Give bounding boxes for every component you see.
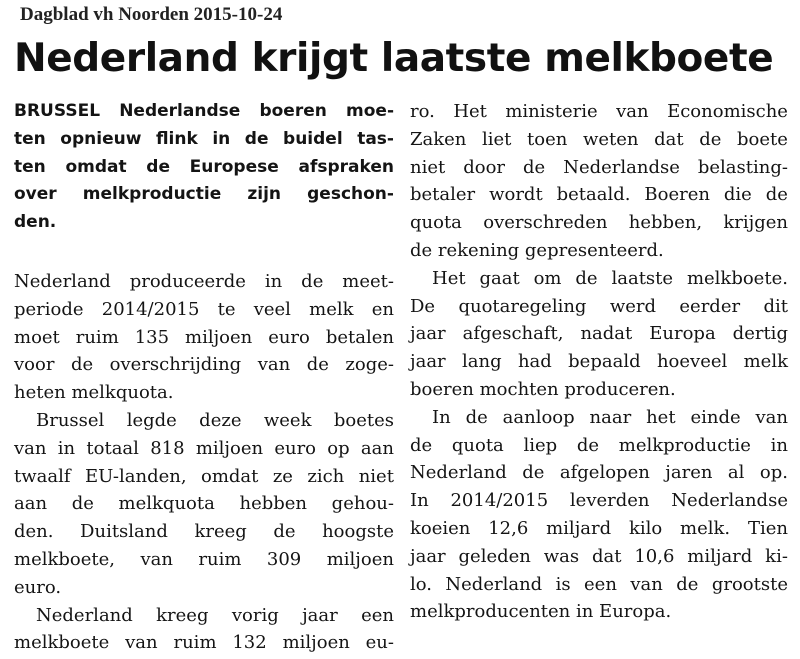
body-line: Nederland de afgelopen jaren al op.: [410, 462, 788, 484]
lead-line: ten opnieuw flink in de buidel tas-: [14, 128, 394, 149]
body-line: quota overschreden hebben, krijgen: [410, 212, 788, 234]
lead-line: ten omdat de Europese afspraken: [14, 156, 394, 177]
body-line: lo. Nederland is een van de grootste: [410, 573, 788, 595]
body-line: niet door de Nederlandse belasting-: [410, 156, 788, 178]
lead-line: den.: [14, 212, 57, 233]
body-line: De quotaregeling werd eerder dit: [410, 295, 788, 317]
source-line: Dagblad vh Noorden 2015-10-24: [20, 4, 283, 25]
article-column-right: [410, 98, 788, 626]
body-line: betaler wordt betaald. Boeren die de: [410, 184, 788, 206]
body-line: moet ruim 135 miljoen euro betalen: [14, 326, 394, 348]
body-line: euro.: [14, 576, 62, 598]
body-line: aan de melkquota hebben gehou-: [14, 493, 394, 515]
body-text-right: [410, 98, 788, 626]
article-column-left: [14, 98, 394, 657]
body-line: den. Duitsland kreeg de hoogste: [14, 521, 394, 543]
body-line: Nederland kreeg vorig jaar een: [36, 604, 394, 626]
body-line: koeien 12,6 miljard kilo melk. Tien: [410, 517, 788, 539]
body-line: de quota liep de melkproductie in: [410, 434, 788, 456]
lead-line: over melkproductie zijn geschon-: [14, 184, 394, 205]
body-text-left: [14, 268, 394, 657]
body-line: Het gaat om de laatste melkboete.: [432, 267, 788, 289]
body-line: periode 2014/2015 te veel melk en: [14, 298, 394, 320]
body-line: van in totaal 818 miljoen euro op aan: [14, 437, 394, 459]
body-line: In 2014/2015 leverden Nederlandse: [410, 490, 788, 512]
paragraph-gap: [14, 237, 394, 268]
body-line: melkboete van ruim 132 miljoen eu-: [14, 632, 394, 654]
body-line: twaalf EU-landen, omdat ze zich niet: [14, 465, 394, 487]
lead-line: BRUSSEL Nederlandse boeren moe-: [14, 98, 394, 126]
body-line: voor de overschrijding van de zoge-: [14, 354, 394, 376]
body-line: jaar afgeschaft, nadat Europa dertig: [410, 323, 788, 345]
body-line: In de aanloop naar het einde van: [432, 406, 788, 428]
body-line: Brussel legde deze week boetes: [36, 409, 394, 431]
body-line: boeren mochten produceren.: [410, 378, 676, 400]
body-line: jaar lang had bepaald hoeveel melk: [410, 351, 788, 373]
body-line: Zaken liet toen weten dat de boete: [410, 128, 788, 150]
body-line: heten melkquota.: [14, 382, 174, 404]
body-line: melkboete, van ruim 309 miljoen: [14, 548, 394, 570]
body-line: de rekening gepresenteerd.: [410, 239, 664, 261]
body-line: ro. Het ministerie van Economische: [410, 101, 788, 122]
dateline-kicker: BRUSSEL: [14, 101, 101, 121]
body-line: Nederland produceerde in de meet-: [14, 270, 394, 292]
headline: Nederland krijgt laatste melkboete: [14, 36, 774, 81]
body-line: jaar geleden was dat 10,6 miljard ki-: [410, 545, 788, 567]
lead-paragraph: [14, 98, 394, 237]
body-line: melkproducenten in Europa.: [410, 601, 672, 623]
